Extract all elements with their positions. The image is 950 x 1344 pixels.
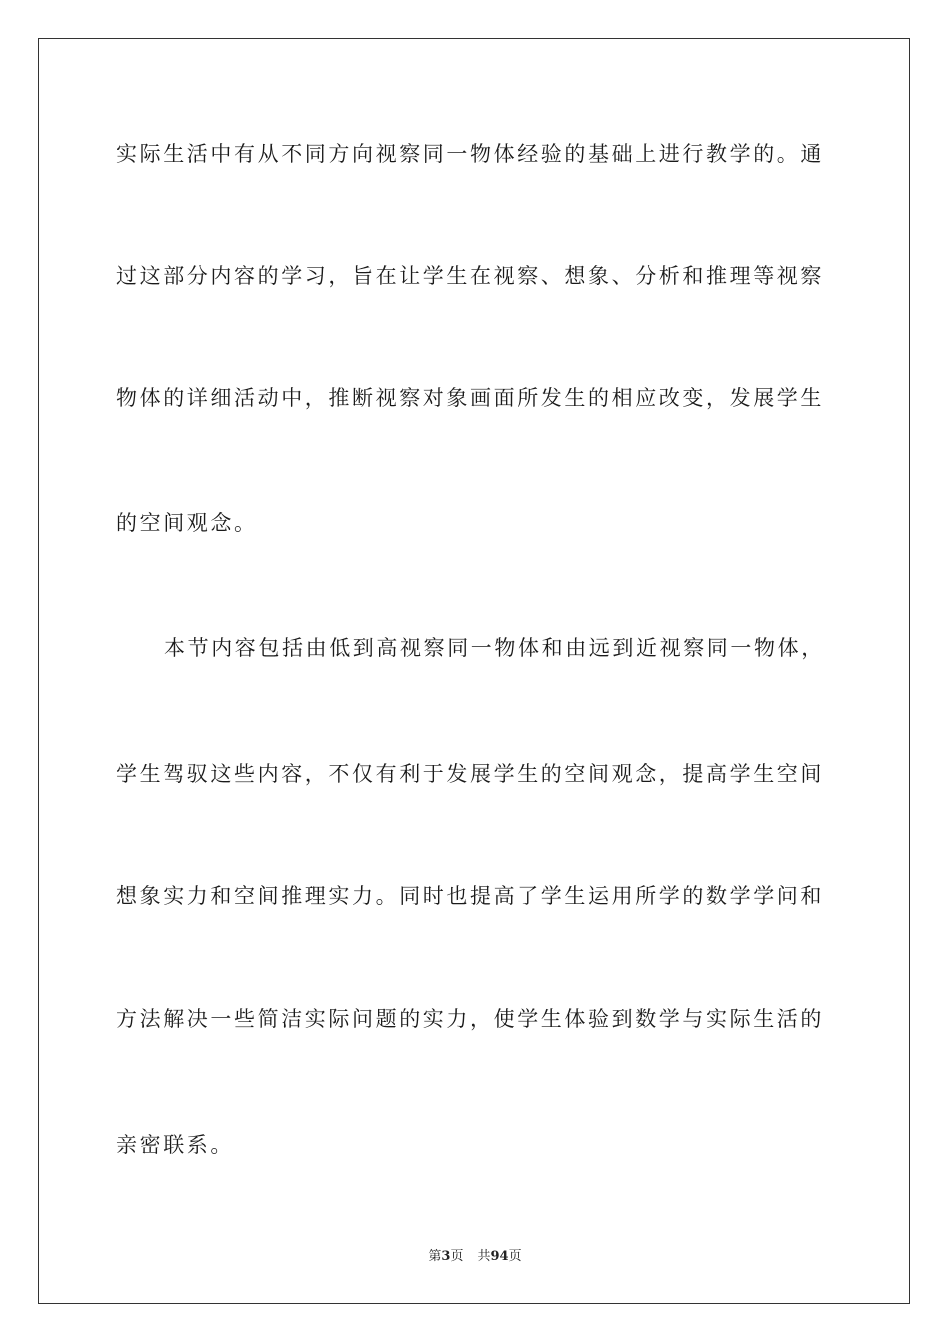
paragraph-line: 的空间观念。 xyxy=(116,511,258,535)
page-number: 3 xyxy=(441,1249,451,1264)
paragraph-line: 本节内容包括由低到高视察同一物体和由远到近视察同一物体， xyxy=(164,636,825,660)
page-border xyxy=(38,38,910,1304)
page-suffix: 页 xyxy=(450,1249,464,1264)
page-footer xyxy=(0,1248,950,1266)
paragraph-line: 过这部分内容的学习，旨在让学生在视察、想象、分析和推理等视察 xyxy=(116,264,824,288)
total-suffix: 页 xyxy=(508,1249,522,1264)
paragraph-line: 学生驾驭这些内容，不仅有利于发展学生的空间观念，提高学生空间 xyxy=(116,762,824,786)
paragraph-line: 物体的详细活动中，推断视察对象画面所发生的相应改变，发展学生 xyxy=(116,386,824,410)
total-pages: 94 xyxy=(490,1249,509,1264)
paragraph-line: 想象实力和空间推理实力。同时也提高了学生运用所学的数学学问和 xyxy=(116,884,824,908)
paragraph-line: 亲密联系。 xyxy=(116,1133,234,1157)
total-prefix: 共 xyxy=(477,1249,491,1264)
paragraph-line: 方法解决一些简洁实际问题的实力，使学生体验到数学与实际生活的 xyxy=(116,1007,824,1031)
paragraph-line: 实际生活中有从不同方向视察同一物体经验的基础上进行教学的。通 xyxy=(116,142,824,166)
page-prefix: 第 xyxy=(428,1249,442,1264)
